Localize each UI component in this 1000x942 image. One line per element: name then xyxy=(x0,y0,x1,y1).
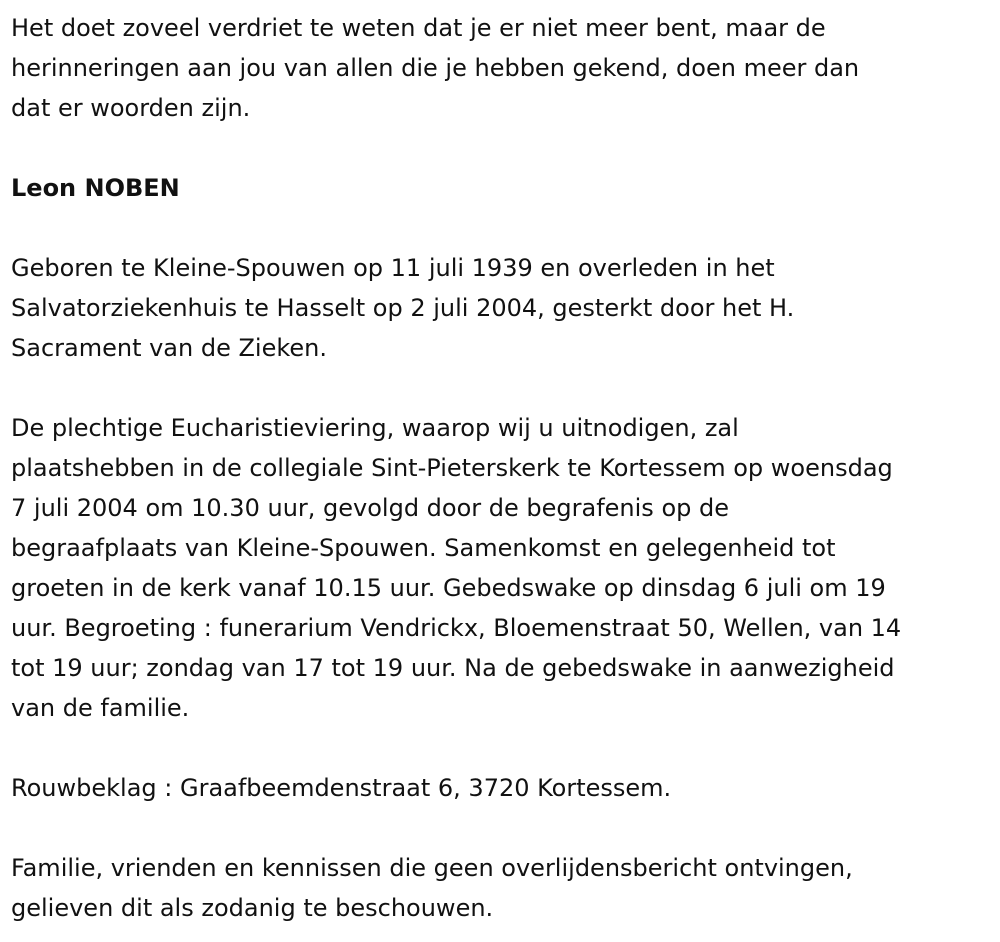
birth-death-paragraph xyxy=(11,248,1000,368)
birth-death-line: Sacrament van de Zieken. xyxy=(11,334,328,362)
intro-line: Het doet zoveel verdriet te weten dat je er niet meer bent, maar de xyxy=(11,14,826,42)
condolence-address-paragraph xyxy=(11,768,1000,808)
deceased-name: Leon NOBEN xyxy=(11,174,180,202)
ceremony-paragraph xyxy=(11,408,1000,728)
intro-line: herinneringen aan jou van allen die je hebben gekend, doen meer dan xyxy=(11,54,860,82)
ceremony-line: 7 juli 2004 om 10.30 uur, gevolgd door de begrafenis op de xyxy=(11,494,729,522)
birth-death-line: Salvatorziekenhuis te Hasselt op 2 juli 2004, gesterkt door het H. xyxy=(11,294,795,322)
ceremony-line: groeten in de kerk vanaf 10.15 uur. Gebedswake op dinsdag 6 juli om 19 xyxy=(11,574,886,602)
intro-paragraph xyxy=(11,8,1000,128)
ceremony-line: plaatshebben in de collegiale Sint-Pieterskerk te Kortessem op woensdag xyxy=(11,454,893,482)
ceremony-line: uur. Begroeting : funerarium Vendrickx, Bloemenstraat 50, Wellen, van 14 xyxy=(11,614,902,642)
closing-paragraph xyxy=(11,848,1000,928)
ceremony-line: tot 19 uur; zondag van 17 tot 19 uur. Na de gebedswake in aanwezigheid xyxy=(11,654,895,682)
ceremony-line: begraafplaats van Kleine-Spouwen. Samenkomst en gelegenheid tot xyxy=(11,534,836,562)
birth-death-line: Geboren te Kleine-Spouwen op 11 juli 1939 en overleden in het xyxy=(11,254,775,282)
ceremony-line: van de familie. xyxy=(11,694,190,722)
closing-line: Familie, vrienden en kennissen die geen overlijdensbericht ontvingen, xyxy=(11,854,853,882)
condolence-address: Rouwbeklag : Graafbeemdenstraat 6, 3720 Kortessem. xyxy=(11,774,672,802)
ceremony-line: De plechtige Eucharistieviering, waarop wij u uitnodigen, zal xyxy=(11,414,739,442)
intro-line: dat er woorden zijn. xyxy=(11,94,251,122)
closing-line: gelieven dit als zodanig te beschouwen. xyxy=(11,894,494,922)
